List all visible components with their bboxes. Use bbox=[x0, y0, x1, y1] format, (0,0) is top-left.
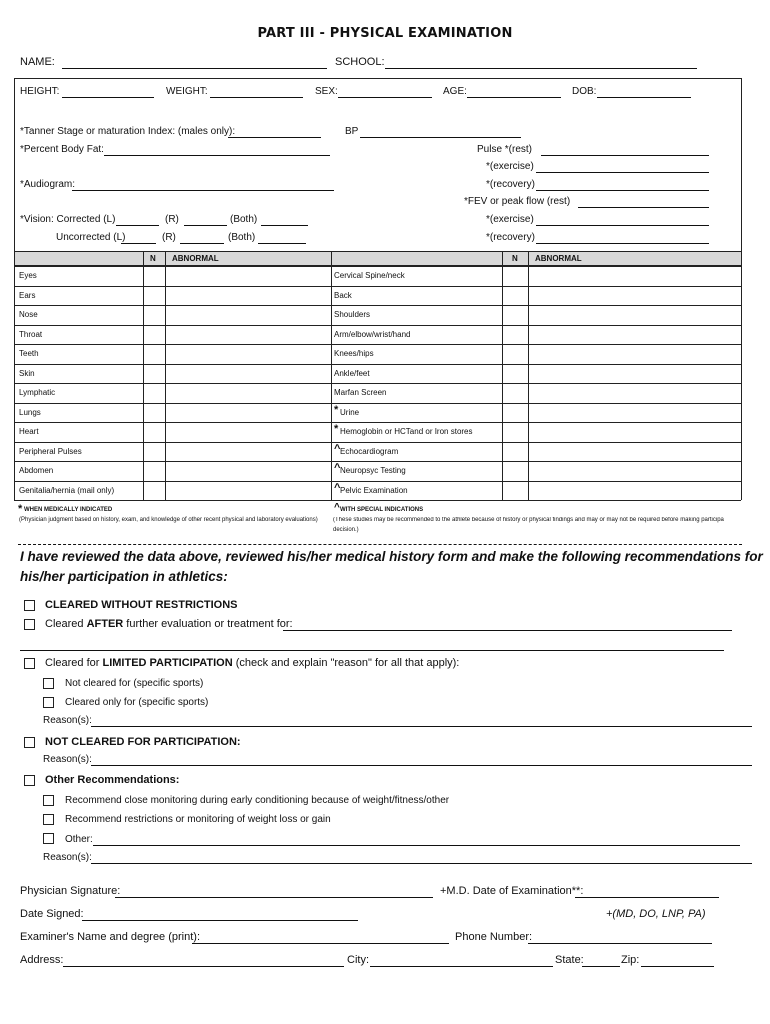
table-row-left-label: Skin bbox=[19, 368, 35, 378]
table-cell-abnormal-left[interactable] bbox=[166, 306, 330, 323]
vision-uncorrected-both-field[interactable] bbox=[258, 243, 306, 244]
audiogram-field[interactable] bbox=[72, 190, 334, 191]
table-cell-abnormal-left[interactable] bbox=[166, 443, 330, 460]
table-cell-n-right[interactable] bbox=[503, 365, 527, 382]
monitoring-label: Recommend close monitoring during early conditioning because of weight/fitness/other bbox=[65, 795, 450, 806]
table-row-right-label: Pelvic Examination bbox=[340, 485, 408, 495]
not-cleared-label: NOT CLEARED FOR PARTICIPATION: bbox=[45, 736, 241, 748]
tanner-label: *Tanner Stage or maturation Index: (males only): bbox=[20, 126, 236, 137]
bodyfat-label: *Percent Body Fat: bbox=[20, 144, 104, 155]
table-cell-abnormal-left[interactable] bbox=[166, 482, 330, 499]
table-cell-n-right[interactable] bbox=[503, 326, 527, 343]
tanner-field[interactable] bbox=[228, 137, 321, 138]
pulse-exercise-field[interactable] bbox=[536, 172, 709, 173]
table-cell-n-right[interactable] bbox=[503, 267, 527, 284]
examiner-label: Examiner's Name and degree (print): bbox=[20, 931, 201, 943]
state-field[interactable] bbox=[582, 966, 620, 967]
table-row-left-label: Teeth bbox=[19, 349, 39, 358]
table-cell-n-left[interactable] bbox=[144, 482, 164, 499]
dob-field[interactable] bbox=[597, 97, 691, 98]
table-row-left-label: Throat bbox=[19, 329, 43, 339]
bodyfat-field[interactable] bbox=[104, 155, 330, 156]
table-cell-n-left[interactable] bbox=[144, 365, 164, 382]
page-title: PART III - PHYSICAL EXAMINATION bbox=[257, 26, 513, 41]
table-cell-abnormal-right[interactable] bbox=[529, 482, 740, 499]
footnote-right-title: WITH SPECIAL INDICATIONS bbox=[340, 507, 424, 513]
name-label: NAME: bbox=[20, 56, 55, 68]
table-cell-abnormal-left[interactable] bbox=[166, 267, 330, 284]
table-row-right-mark: ^ bbox=[334, 481, 341, 494]
phone-field[interactable] bbox=[528, 943, 712, 944]
table-cell-n-right[interactable] bbox=[503, 423, 527, 440]
pulse-rest-field[interactable] bbox=[541, 155, 709, 156]
table-row-right-label: Ankle/feet bbox=[334, 368, 370, 378]
table-row-left-label: Genitalia/hernia (mail only) bbox=[19, 485, 115, 495]
audiogram-label: *Audiogram: bbox=[20, 179, 76, 190]
phone-label: Phone Number: bbox=[455, 931, 533, 943]
date-signed-field[interactable] bbox=[82, 920, 358, 921]
not-cleared-specific-checkbox[interactable] bbox=[43, 678, 54, 689]
table-row-right-label: Neuropsyc Testing bbox=[340, 466, 406, 475]
table-cell-n-right[interactable] bbox=[503, 462, 527, 479]
vision-both-label-2: (Both) bbox=[228, 232, 256, 243]
table-row-right-label: Echocardiogram bbox=[340, 446, 399, 456]
other-option-checkbox[interactable] bbox=[43, 833, 54, 844]
table-col-rule bbox=[331, 251, 332, 500]
table-cell-n-right[interactable] bbox=[503, 404, 527, 421]
date-exam-label: +M.D. Date of Examination**: bbox=[440, 885, 584, 897]
table-cell-abnormal-right[interactable] bbox=[529, 365, 740, 382]
table-row-right-label: Marfan Screen bbox=[334, 388, 387, 397]
table-row-left-label: Peripheral Pulses bbox=[19, 446, 82, 456]
school-field[interactable] bbox=[385, 68, 697, 69]
not-cleared-specific-label: Not cleared for (specific sports) bbox=[65, 678, 204, 689]
vitals-box bbox=[14, 78, 742, 254]
height-label: HEIGHT: bbox=[20, 86, 60, 97]
table-cell-n-left[interactable] bbox=[144, 462, 164, 479]
vision-uncorrected-right-field[interactable] bbox=[180, 243, 224, 244]
limited-reasons-label: Reason(s): bbox=[43, 715, 92, 726]
examiner-field[interactable] bbox=[192, 943, 449, 944]
table-row-right-label: Urine bbox=[340, 407, 360, 417]
table-row-right-mark: ^ bbox=[334, 462, 341, 474]
cleared-only-label: Cleared only for (specific sports) bbox=[65, 697, 209, 708]
footnote-caret: ^ bbox=[334, 502, 340, 513]
limited-checkbox[interactable] bbox=[24, 658, 35, 669]
table-row-right-label: Knees/hips bbox=[334, 349, 374, 358]
sex-field[interactable] bbox=[338, 97, 432, 98]
table-row-left-label: Abdomen bbox=[19, 466, 54, 475]
col-abnormal-left: ABNORMAL bbox=[172, 254, 219, 263]
footnote-right-text-2: decision.) bbox=[333, 527, 359, 533]
state-label: State: bbox=[555, 954, 584, 966]
cleared-only-checkbox[interactable] bbox=[43, 697, 54, 708]
table-cell-n-right[interactable] bbox=[503, 384, 527, 401]
restrictions-checkbox[interactable] bbox=[43, 814, 54, 825]
cleared-after-label: Cleared AFTER further evaluation or treatment for: bbox=[45, 618, 293, 630]
table-row-left-label: Lungs bbox=[19, 407, 41, 417]
dob-label: DOB: bbox=[572, 86, 597, 97]
fev-field[interactable] bbox=[578, 207, 709, 208]
footnote-right-text-1: (These studies may be recommended to the athlete because of history or physical findings and may or may not be required before making participa bbox=[333, 517, 724, 523]
fev-exercise-field[interactable] bbox=[536, 225, 709, 226]
other-option-field[interactable] bbox=[93, 845, 740, 846]
age-field[interactable] bbox=[467, 97, 561, 98]
zip-field[interactable] bbox=[641, 966, 714, 967]
vision-r-label-2: (R) bbox=[162, 232, 176, 243]
table-col-rule bbox=[741, 251, 742, 500]
table-cell-abnormal-left[interactable] bbox=[166, 404, 330, 421]
table-cell-abnormal-left[interactable] bbox=[166, 423, 330, 440]
limited-reasons-field[interactable] bbox=[91, 726, 752, 727]
date-signed-label: Date Signed: bbox=[20, 908, 84, 920]
fev-label: *FEV or peak flow (rest) bbox=[464, 196, 571, 207]
section-divider bbox=[18, 544, 742, 545]
weight-label: WEIGHT: bbox=[166, 86, 208, 97]
table-row-right-mark: ^ bbox=[334, 442, 341, 455]
cleared-checkbox[interactable] bbox=[24, 600, 35, 611]
table-cell-n-right[interactable] bbox=[503, 443, 527, 460]
vision-uncorrected-label: Uncorrected (L) bbox=[56, 232, 126, 243]
address-label: Address: bbox=[20, 954, 64, 966]
table-cell-n-left[interactable] bbox=[144, 287, 164, 304]
table-row-right-mark: * bbox=[334, 403, 339, 416]
pulse-recovery-label: *(recovery) bbox=[486, 179, 535, 190]
table-cell-n-left[interactable] bbox=[144, 404, 164, 421]
not-cleared-reasons-field[interactable] bbox=[91, 765, 752, 766]
table-cell-n-left[interactable] bbox=[144, 306, 164, 323]
cleared-after-field-2[interactable] bbox=[20, 650, 724, 651]
other-reasons-field[interactable] bbox=[91, 863, 752, 864]
vision-corrected-right-field[interactable] bbox=[184, 225, 227, 226]
vision-r-label: (R) bbox=[165, 214, 179, 225]
table-row-right-mark: * bbox=[334, 423, 339, 435]
table-cell-n-left[interactable] bbox=[144, 384, 164, 401]
vision-corrected-both-field[interactable] bbox=[261, 225, 308, 226]
fev-recovery-label: *(recovery) bbox=[486, 232, 535, 243]
pulse-rest-label: Pulse *(rest) bbox=[477, 144, 533, 155]
city-label: City: bbox=[347, 954, 369, 966]
not-cleared-checkbox[interactable] bbox=[24, 737, 35, 748]
recommendations-heading-1: I have reviewed the data above, reviewed his/her medical history form and make the following recommendations for bbox=[20, 549, 763, 564]
table-row-left-label: Ears bbox=[19, 290, 36, 300]
table-cell-n-right[interactable] bbox=[503, 306, 527, 323]
height-field[interactable] bbox=[62, 97, 154, 98]
vision-corrected-left-field[interactable] bbox=[116, 225, 159, 226]
limited-label: Cleared for LIMITED PARTICIPATION (check and explain "reason" for all that apply): bbox=[45, 657, 460, 669]
table-cell-abnormal-right[interactable] bbox=[529, 306, 740, 323]
other-option-label: Other: bbox=[65, 834, 93, 845]
footnote-left-title: WHEN MEDICALLY INDICATED bbox=[24, 507, 113, 513]
bp-label: BP bbox=[345, 126, 359, 137]
other-recommendations-label: Other Recommendations: bbox=[45, 774, 180, 786]
pulse-exercise-label: *(exercise) bbox=[486, 161, 534, 172]
table-row-left-label: Heart bbox=[19, 427, 39, 436]
sex-label: SEX: bbox=[315, 86, 338, 97]
cleared-after-field[interactable] bbox=[283, 630, 732, 631]
other-reasons-label: Reason(s): bbox=[43, 852, 92, 863]
table-cell-abnormal-left[interactable] bbox=[166, 345, 330, 362]
table-cell-n-left[interactable] bbox=[144, 267, 164, 284]
table-cell-n-right[interactable] bbox=[503, 345, 527, 362]
table-cell-abnormal-right[interactable] bbox=[529, 345, 740, 362]
monitoring-checkbox[interactable] bbox=[43, 795, 54, 806]
table-cell-n-left[interactable] bbox=[144, 326, 164, 343]
footnote-left-text: (Physician judgment based on history, exam, and knowledge of other recent physical and laboratory evaluations) bbox=[19, 517, 318, 523]
table-cell-abnormal-right[interactable] bbox=[529, 443, 740, 460]
table-cell-n-right[interactable] bbox=[503, 287, 527, 304]
table-cell-abnormal-left[interactable] bbox=[166, 326, 330, 343]
not-cleared-reasons-label: Reason(s): bbox=[43, 754, 92, 765]
table-cell-abnormal-right[interactable] bbox=[529, 423, 740, 440]
table-cell-abnormal-right[interactable] bbox=[529, 287, 740, 304]
school-label: SCHOOL: bbox=[335, 56, 385, 68]
table-cell-abnormal-right[interactable] bbox=[529, 404, 740, 421]
table-row-right-label: Back bbox=[334, 290, 352, 300]
restrictions-label: Recommend restrictions or monitoring of weight loss or gain bbox=[65, 814, 331, 825]
bp-field[interactable] bbox=[360, 137, 521, 138]
fev-recovery-field[interactable] bbox=[536, 243, 709, 244]
table-row-right-label: Cervical Spine/neck bbox=[334, 271, 405, 280]
table-cell-n-left[interactable] bbox=[144, 345, 164, 362]
table-rule bbox=[14, 500, 741, 501]
table-row-left-label: Nose bbox=[19, 310, 38, 319]
table-cell-abnormal-right[interactable] bbox=[529, 267, 740, 284]
fev-exercise-label: *(exercise) bbox=[486, 214, 534, 225]
zip-label: Zip: bbox=[621, 954, 640, 966]
other-checkbox[interactable] bbox=[24, 775, 35, 786]
footnote-asterisk: * bbox=[18, 503, 23, 515]
recommendations-heading-2: his/her participation in athletics: bbox=[20, 569, 228, 584]
table-row-left-label: Lymphatic bbox=[19, 388, 56, 397]
cleared-after-checkbox[interactable] bbox=[24, 619, 35, 630]
credentials-note: +(MD, DO, LNP, PA) bbox=[606, 908, 706, 920]
pulse-recovery-field[interactable] bbox=[536, 190, 709, 191]
vision-both-label: (Both) bbox=[230, 214, 258, 225]
table-row-left-label: Eyes bbox=[19, 271, 37, 280]
table-row-right-label: Hemoglobin or HCTand or Iron stores bbox=[340, 427, 473, 436]
table-cell-abnormal-right[interactable] bbox=[529, 326, 740, 343]
age-label: AGE: bbox=[443, 86, 467, 97]
col-n-right: N bbox=[512, 254, 518, 263]
col-n-left: N bbox=[150, 254, 156, 263]
vision-corrected-label: *Vision: Corrected (L) bbox=[20, 214, 116, 225]
city-field[interactable] bbox=[370, 966, 553, 967]
table-col-rule bbox=[14, 251, 15, 500]
table-cell-n-left[interactable] bbox=[144, 443, 164, 460]
vision-uncorrected-left-field[interactable] bbox=[121, 243, 156, 244]
table-cell-abnormal-left[interactable] bbox=[166, 384, 330, 401]
col-abnormal-right: ABNORMAL bbox=[535, 254, 582, 263]
physician-signature-field[interactable] bbox=[115, 897, 433, 898]
table-cell-n-right[interactable] bbox=[503, 482, 527, 499]
table-cell-abnormal-left[interactable] bbox=[166, 462, 330, 479]
cleared-label: CLEARED WITHOUT RESTRICTIONS bbox=[45, 599, 238, 611]
address-field[interactable] bbox=[63, 966, 344, 967]
table-cell-n-left[interactable] bbox=[144, 423, 164, 440]
name-field[interactable] bbox=[62, 68, 327, 69]
table-cell-abnormal-right[interactable] bbox=[529, 462, 740, 479]
weight-field[interactable] bbox=[210, 97, 303, 98]
table-row-right-label: Arm/elbow/wrist/hand bbox=[334, 329, 411, 339]
table-header-bar bbox=[14, 251, 741, 266]
table-cell-abnormal-left[interactable] bbox=[166, 287, 330, 304]
table-cell-abnormal-right[interactable] bbox=[529, 384, 740, 401]
date-exam-field[interactable] bbox=[575, 897, 719, 898]
table-cell-abnormal-left[interactable] bbox=[166, 365, 330, 382]
table-row-right-label: Shoulders bbox=[334, 310, 371, 319]
physician-signature-label: Physician Signature: bbox=[20, 885, 121, 897]
